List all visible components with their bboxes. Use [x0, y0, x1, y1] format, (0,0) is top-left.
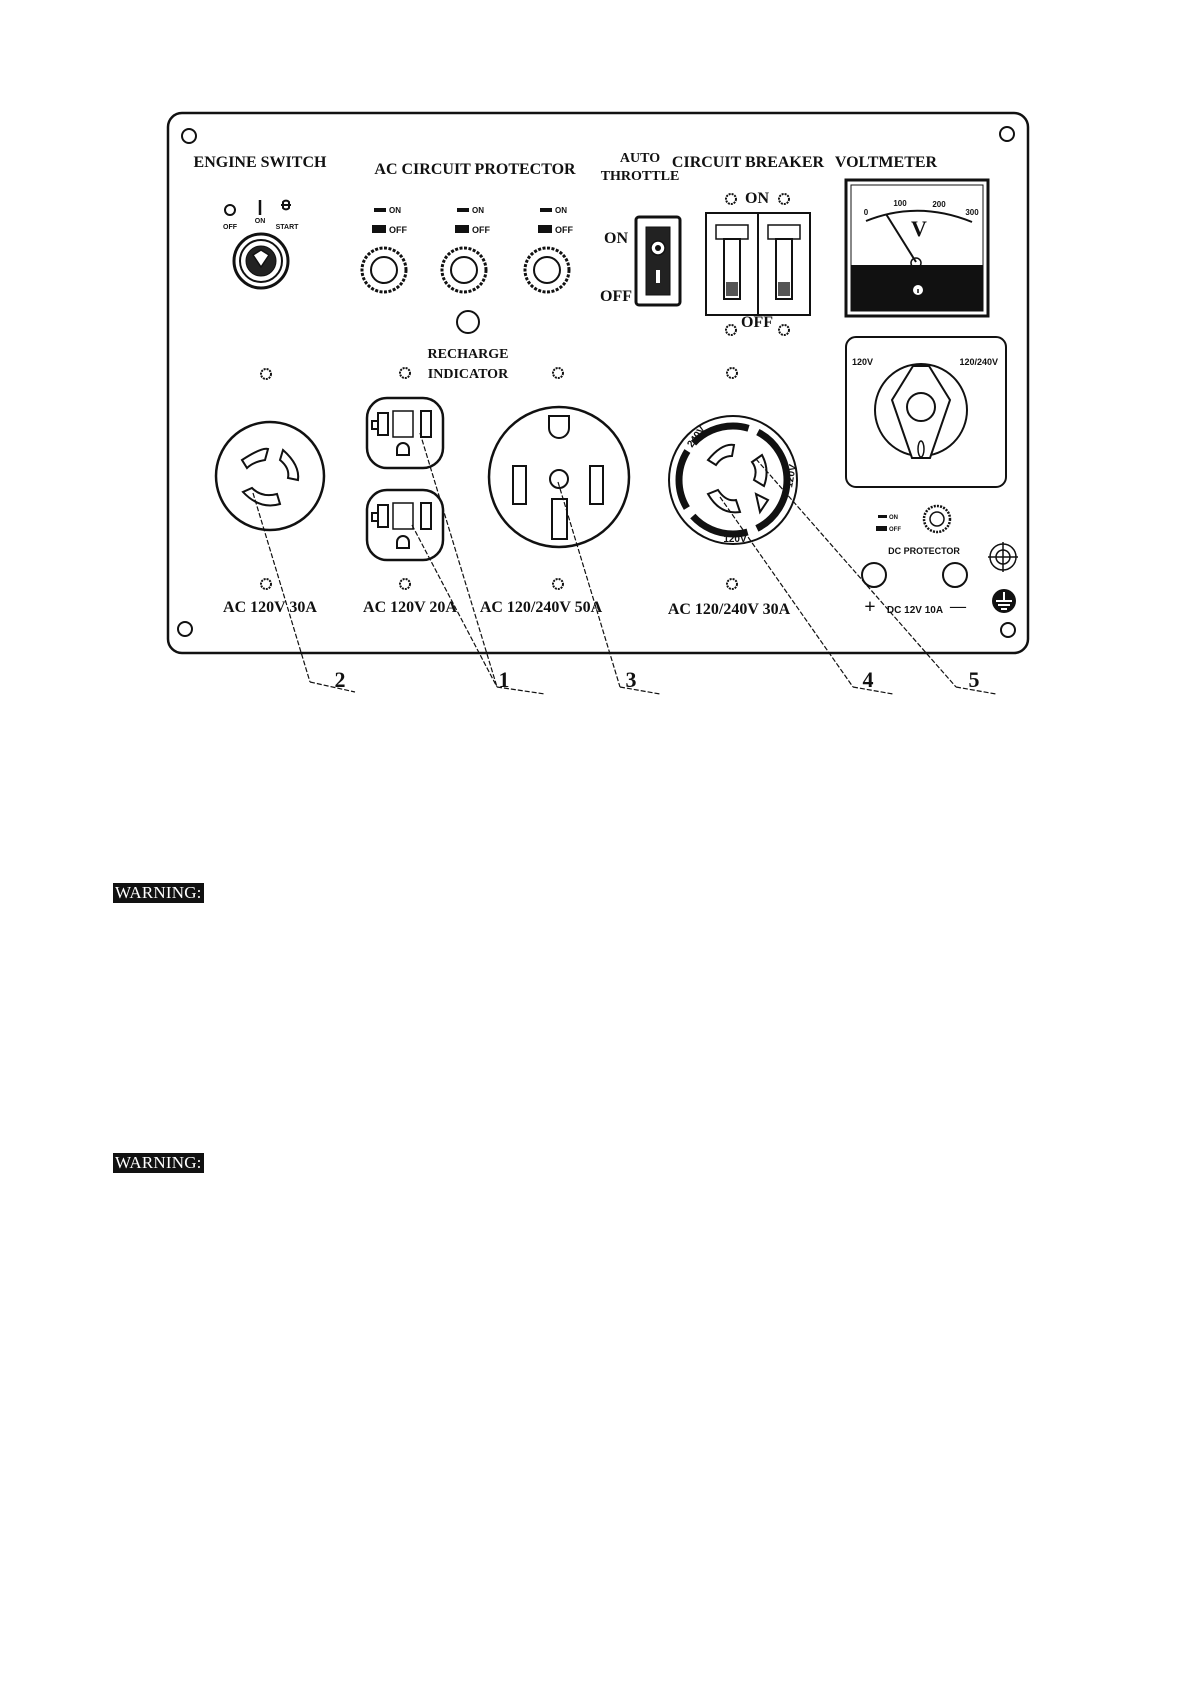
- dc-minus-sign: —: [950, 598, 966, 615]
- auto-throttle-title-1: AUTO: [619, 151, 661, 166]
- warning-label-1: WARNING:: [115, 883, 202, 902]
- svg-text:OFF: OFF: [389, 225, 407, 235]
- voltage-selector-120-240v-label: 120/240V: [959, 357, 998, 367]
- svg-text:ON: ON: [889, 515, 898, 521]
- warning-label-2: WARNING:: [115, 1153, 202, 1172]
- twist-lock-120v-right-label: 120V: [784, 463, 800, 489]
- auto-throttle-title-2: THROTTLE: [600, 169, 680, 184]
- panel-screws: [261, 368, 737, 589]
- svg-text:OFF: OFF: [472, 225, 490, 235]
- svg-text:OFF: OFF: [889, 527, 901, 533]
- circuit-breaker-switch-left[interactable]: [706, 213, 758, 315]
- outlet-120v-30a-twist-lock[interactable]: [216, 422, 324, 530]
- label-ac-120-240v-50a: AC 120/240V 50A: [479, 599, 603, 616]
- ac-protector-1[interactable]: [362, 206, 407, 292]
- circuit-breaker-on-label: ON: [745, 190, 769, 207]
- auto-throttle-rocker-switch[interactable]: [636, 217, 680, 305]
- twist-lock-120v-bottom-label: 120V: [723, 534, 747, 545]
- svg-text:ON: ON: [555, 206, 567, 215]
- voltmeter: [846, 180, 988, 316]
- callout-3: 3: [625, 667, 637, 692]
- engine-start-label: START: [275, 224, 299, 231]
- recharge-indicator-label-1: RECHARGE: [427, 347, 509, 362]
- recharge-indicator-lamp: [457, 311, 479, 333]
- engine-switch-positions: [223, 200, 299, 231]
- engine-on-label: ON: [254, 218, 266, 225]
- circuit-breaker-switch-right[interactable]: [758, 213, 810, 315]
- earth-ground-icon: [992, 589, 1016, 613]
- outlet-120v-20a-lower[interactable]: [367, 490, 443, 560]
- twist-lock-240v-label: 240V: [685, 424, 708, 450]
- ac-protector-2[interactable]: [442, 206, 490, 292]
- callout-4: 4: [862, 667, 874, 692]
- label-ac-120v-30a: AC 120V 30A: [223, 599, 317, 616]
- dc-negative-terminal[interactable]: [943, 563, 967, 587]
- label-ac-120v-20a: AC 120V 20A: [363, 599, 457, 616]
- voltmeter-unit: V: [911, 216, 927, 241]
- corner-holes: [178, 127, 1015, 637]
- voltmeter-scale-100: 100: [893, 199, 907, 208]
- outlet-120-240v-50a[interactable]: [489, 407, 629, 547]
- callout-2: 2: [334, 667, 346, 692]
- dc-protector[interactable]: [876, 506, 950, 533]
- ground-terminal-icon: [988, 542, 1018, 572]
- engine-key-switch[interactable]: [234, 234, 288, 288]
- auto-throttle-on-label: ON: [604, 230, 628, 247]
- label-ac-120-240v-30a: AC 120/240V 30A: [667, 601, 791, 618]
- svg-text:ON: ON: [472, 206, 484, 215]
- callout-5: 5: [968, 667, 980, 692]
- svg-text:OFF: OFF: [555, 225, 573, 235]
- voltmeter-scale-0: 0: [863, 208, 869, 217]
- circuit-breaker-title: CIRCUIT BREAKER: [671, 154, 825, 171]
- svg-text:ON: ON: [389, 206, 401, 215]
- outlet-120v-20a-upper[interactable]: [367, 398, 443, 468]
- ac-circuit-protector-title: AC CIRCUIT PROTECTOR: [374, 161, 576, 178]
- engine-off-label: OFF: [223, 224, 237, 231]
- panel-outline: [168, 113, 1028, 653]
- circuit-breaker-off-label: OFF: [741, 314, 773, 331]
- engine-switch-title: ENGINE SWITCH: [193, 154, 327, 171]
- auto-throttle-off-label: OFF: [600, 288, 632, 305]
- dc-plus-sign: +: [864, 596, 876, 618]
- callout-1: 1: [498, 667, 510, 692]
- voltage-selector-120v-label: 120V: [852, 357, 874, 367]
- recharge-indicator-label-2: INDICATOR: [427, 367, 509, 382]
- outlet-120-240v-30a-twist-lock[interactable]: [669, 416, 800, 544]
- dc-protector-label: DC PROTECTOR: [888, 546, 960, 556]
- voltmeter-title: VOLTMETER: [834, 154, 938, 171]
- voltmeter-scale-300: 300: [965, 208, 979, 217]
- callout-leader-lines: [253, 433, 996, 694]
- ac-protector-3[interactable]: [525, 206, 573, 292]
- voltmeter-scale-200: 200: [932, 200, 946, 209]
- dc-output-label: DC 12V 10A: [886, 605, 944, 616]
